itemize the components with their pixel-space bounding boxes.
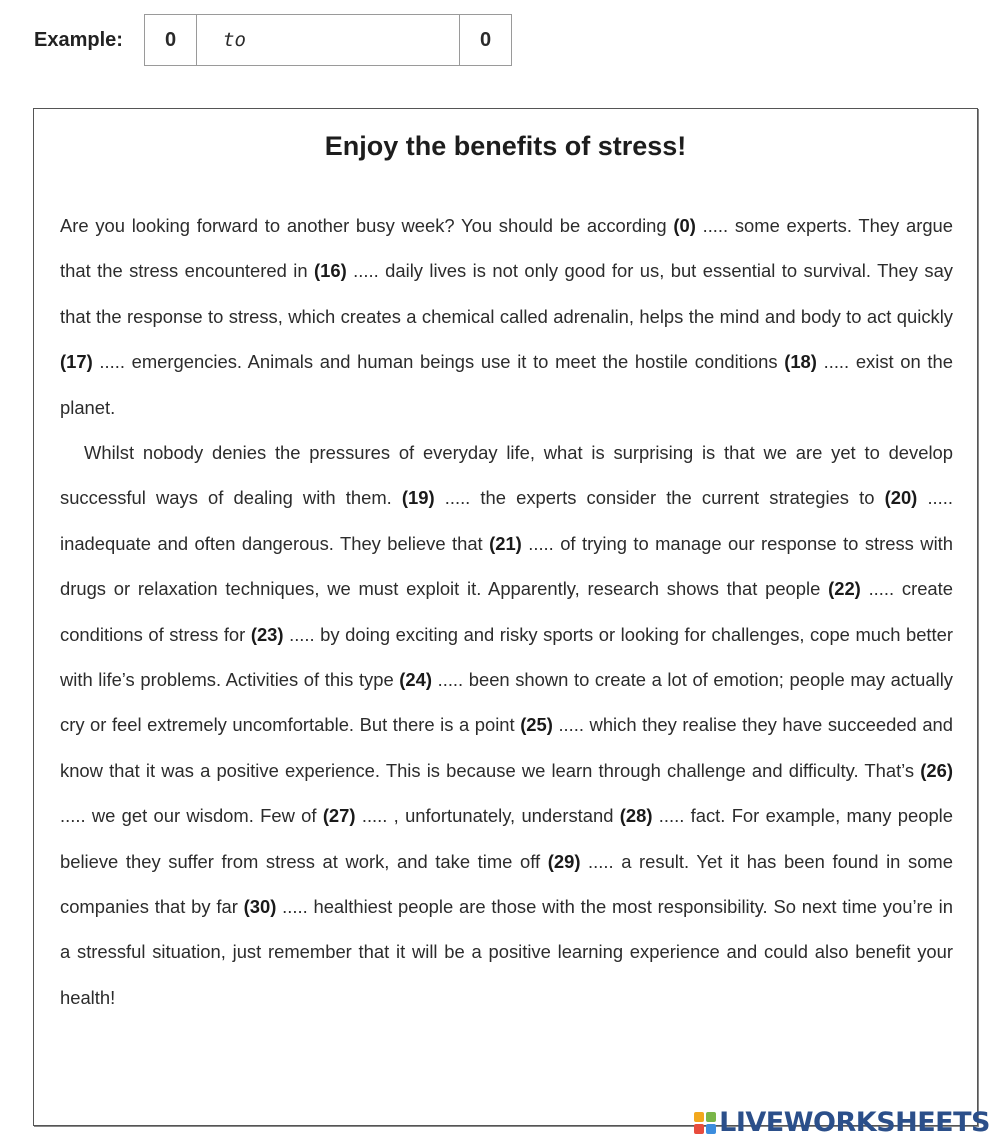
gap-number: (22) [828,578,861,600]
gap-number: (30) [243,896,277,918]
example-table [144,14,512,66]
example-right-number: 0 [459,15,511,65]
paragraph-2 [60,430,953,1020]
liveworksheets-wordmark: LIVEWORKSHEETS [719,1107,990,1138]
gap-number: (29) [547,850,581,872]
article-box [33,108,978,1126]
gap-number: (23) [250,623,284,645]
text-run: ..... exist on the planet. [60,351,953,418]
text-run: ..... a result. Yet it has been found in some companies that by far [60,850,953,918]
text-run: ..... fact. For example, many people believe they suffer from stress at work, and take time off [60,805,953,872]
text-run: ..... daily lives is not only good for us, but essential to survival. They say that the response to stress, which creates a chemical called adrenalin, helps the mind and body to act quickly [60,260,954,327]
example-answer: to [223,29,246,51]
text-run: ..... inadequate and often dangerous. They believe that [60,487,953,554]
text-run: ..... been shown to create a lot of emotion; people may actually cry or feel extremely uncomfortable. But there is a point [60,669,954,736]
text-run: ..... the experts consider the current strategies to [434,487,885,509]
logo-square [694,1124,704,1134]
article-title: Enjoy the benefits of stress! [324,131,687,161]
text-run: ..... we get our wisdom. Few of [60,805,323,827]
example-row [34,14,512,66]
text-run: Whilst nobody denies the pressures of everyday life, what is surprising is that we are yet to develop successful ways of dealing with them. [60,442,953,509]
gap-number: (0) [673,215,696,236]
logo-square [706,1124,716,1134]
gap-number: (16) [314,260,347,282]
text-run: ..... some experts. They argue that the stress encountered in [60,215,954,282]
text-run: ..... by doing exciting and risky sports or looking for challenges, cope much better with life’s problems. Activities of this type [60,623,953,691]
text-run: ..... of trying to manage our response to stress with drugs or relaxation techniques, we must exploit it. Apparently, research shows that people [60,532,954,600]
gap-number: (27) [322,805,356,827]
text-run: ..... , unfortunately, understand [355,805,620,827]
text-run: ..... create conditions of stress for [60,578,953,645]
gap-number: (20) [884,487,918,509]
paragraph-1 [60,203,953,430]
logo-square [694,1112,704,1122]
gap-number: (26) [920,759,953,781]
gap-number: (25) [520,714,553,736]
gap-number: (24) [399,669,433,691]
gap-number: (17) [60,351,93,373]
text-run: ..... healthiest people are those with the most responsibility. So next time you’re in a stressful situation, just remember that it will be a positive learning experience and could also benefit your health! [60,896,953,1008]
gap-number: (18) [784,351,817,373]
gap-number: (21) [489,532,522,554]
text-run: Are you looking forward to another busy week? You should be according [60,215,674,236]
text-run: ..... which they realise they have succeeded and know that it was a positive experience. This is because we learn through challenge and difficulty. That’s [60,714,953,781]
text-run: ..... emergencies. Animals and human beings use it to meet the hostile conditions [92,351,785,373]
example-label: Example: [34,28,123,51]
gap-number: (28) [619,805,653,827]
gap-number: (19) [401,487,435,509]
example-left-number: 0 [145,15,197,65]
liveworksheets-mark-icon [694,1112,716,1134]
liveworksheets-logo [694,1107,990,1138]
logo-square [706,1112,716,1122]
